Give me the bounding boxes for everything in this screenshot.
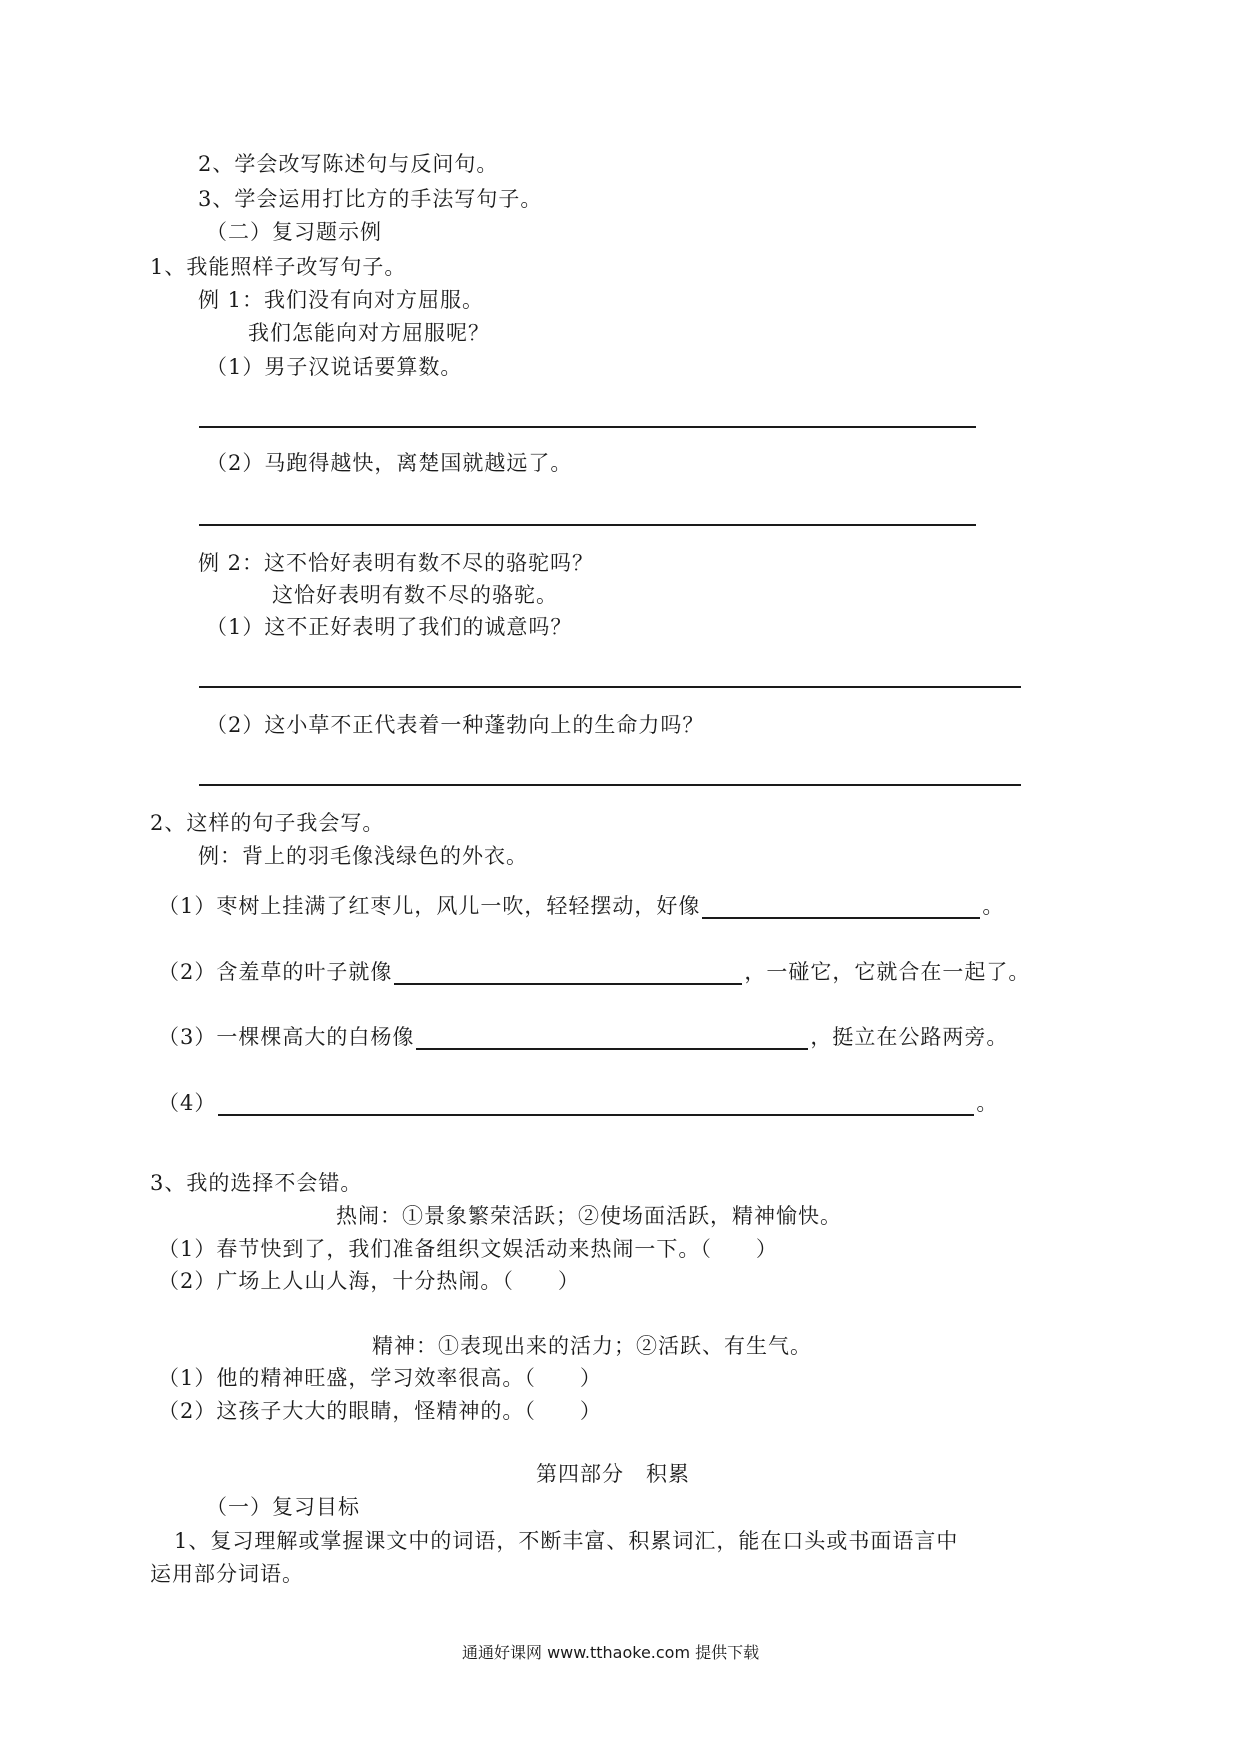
answer-line[interactable] bbox=[199, 426, 976, 428]
q2-example: 例：背上的羽毛像浅绿色的外衣。 bbox=[198, 844, 528, 868]
q3-def1-item-1: （1）春节快到了，我们准备组织文娱活动来热闹一下。（ ） bbox=[158, 1237, 778, 1261]
fill-blank[interactable] bbox=[394, 961, 742, 985]
q1-example-1-answer: 我们怎能向对方屈服呢？ bbox=[248, 321, 490, 345]
q2-item-4 bbox=[158, 1090, 998, 1116]
fill-blank[interactable] bbox=[702, 895, 980, 919]
fill-blank[interactable] bbox=[218, 1092, 974, 1116]
part-4-goal-1-line-2: 运用部分词语。 bbox=[150, 1562, 304, 1586]
q3-def2-item-2: （2）这孩子大大的眼睛，怪精神的。（ ） bbox=[158, 1399, 602, 1423]
q2-item-4-text: （4） bbox=[158, 1091, 217, 1115]
q1-ex1-item-1: （1）男子汉说话要算数。 bbox=[206, 355, 463, 379]
q2-item-1 bbox=[158, 893, 1004, 919]
answer-line[interactable] bbox=[199, 784, 1021, 786]
q2-item-2-end: ，一碰它，它就合在一起了。 bbox=[744, 960, 1031, 984]
q3-def2-item-1: （1）他的精神旺盛，学习效率很高。（ ） bbox=[158, 1366, 602, 1390]
q2-item-4-end: 。 bbox=[976, 1091, 999, 1115]
q1-ex2-item-1: （1）这不正好表明了我们的诚意吗？ bbox=[206, 615, 573, 639]
page-footer: 通通好课网 www.tthaoke.com 提供下载 bbox=[462, 1643, 760, 1662]
q2-item-3-end: ，挺立在公路两旁。 bbox=[810, 1025, 1009, 1049]
q2-item-2-text: （2）含羞草的叶子就像 bbox=[158, 960, 393, 984]
part-4-goals-heading: （一）复习目标 bbox=[206, 1495, 360, 1519]
q3-def1-item-2: （2）广场上人山人海，十分热闹。（ ） bbox=[158, 1269, 580, 1293]
q1-example-2-label: 例 2：这不恰好表明有数不尽的骆驼吗？ bbox=[198, 551, 595, 575]
q1-ex2-item-2: （2）这小草不正代表着一种蓬勃向上的生命力吗？ bbox=[206, 713, 705, 737]
answer-line[interactable] bbox=[199, 524, 976, 526]
section-heading-examples: （二）复习题示例 bbox=[206, 220, 382, 244]
q1-ex1-item-2: （2）马跑得越快，离楚国就越远了。 bbox=[206, 451, 573, 475]
q2-item-3 bbox=[158, 1024, 1008, 1050]
q2-title: 2、这样的句子我会写。 bbox=[150, 811, 385, 835]
part-4-goal-1-line-1: 1、复习理解或掌握课文中的词语，不断丰富、积累词汇，能在口头或书面语言中 bbox=[174, 1529, 959, 1553]
q3-title: 3、我的选择不会错。 bbox=[150, 1171, 363, 1195]
q1-example-1-label: 例 1：我们没有向对方屈服。 bbox=[198, 288, 485, 312]
q2-item-3-text: （3）一棵棵高大的白杨像 bbox=[158, 1025, 415, 1049]
q1-title: 1、我能照样子改写句子。 bbox=[150, 255, 407, 279]
goal-item-3: 3、学会运用打比方的手法写句子。 bbox=[198, 187, 543, 211]
q2-item-1-end: 。 bbox=[982, 894, 1005, 918]
q2-item-2 bbox=[158, 959, 1030, 985]
q1-example-2-answer: 这恰好表明有数不尽的骆驼。 bbox=[272, 583, 558, 607]
q2-item-1-text: （1）枣树上挂满了红枣儿，风儿一吹，轻轻摆动，好像 bbox=[158, 894, 701, 918]
part-4-heading: 第四部分 积累 bbox=[536, 1462, 690, 1486]
goal-item-2: 2、学会改写陈述句与反问句。 bbox=[198, 152, 499, 176]
answer-line[interactable] bbox=[199, 686, 1021, 688]
fill-blank[interactable] bbox=[416, 1026, 808, 1050]
q3-definition-1: 热闹：①景象繁荣活跃；②使场面活跃，精神愉快。 bbox=[336, 1204, 842, 1228]
q3-definition-2: 精神：①表现出来的活力；②活跃、有生气。 bbox=[372, 1334, 812, 1358]
